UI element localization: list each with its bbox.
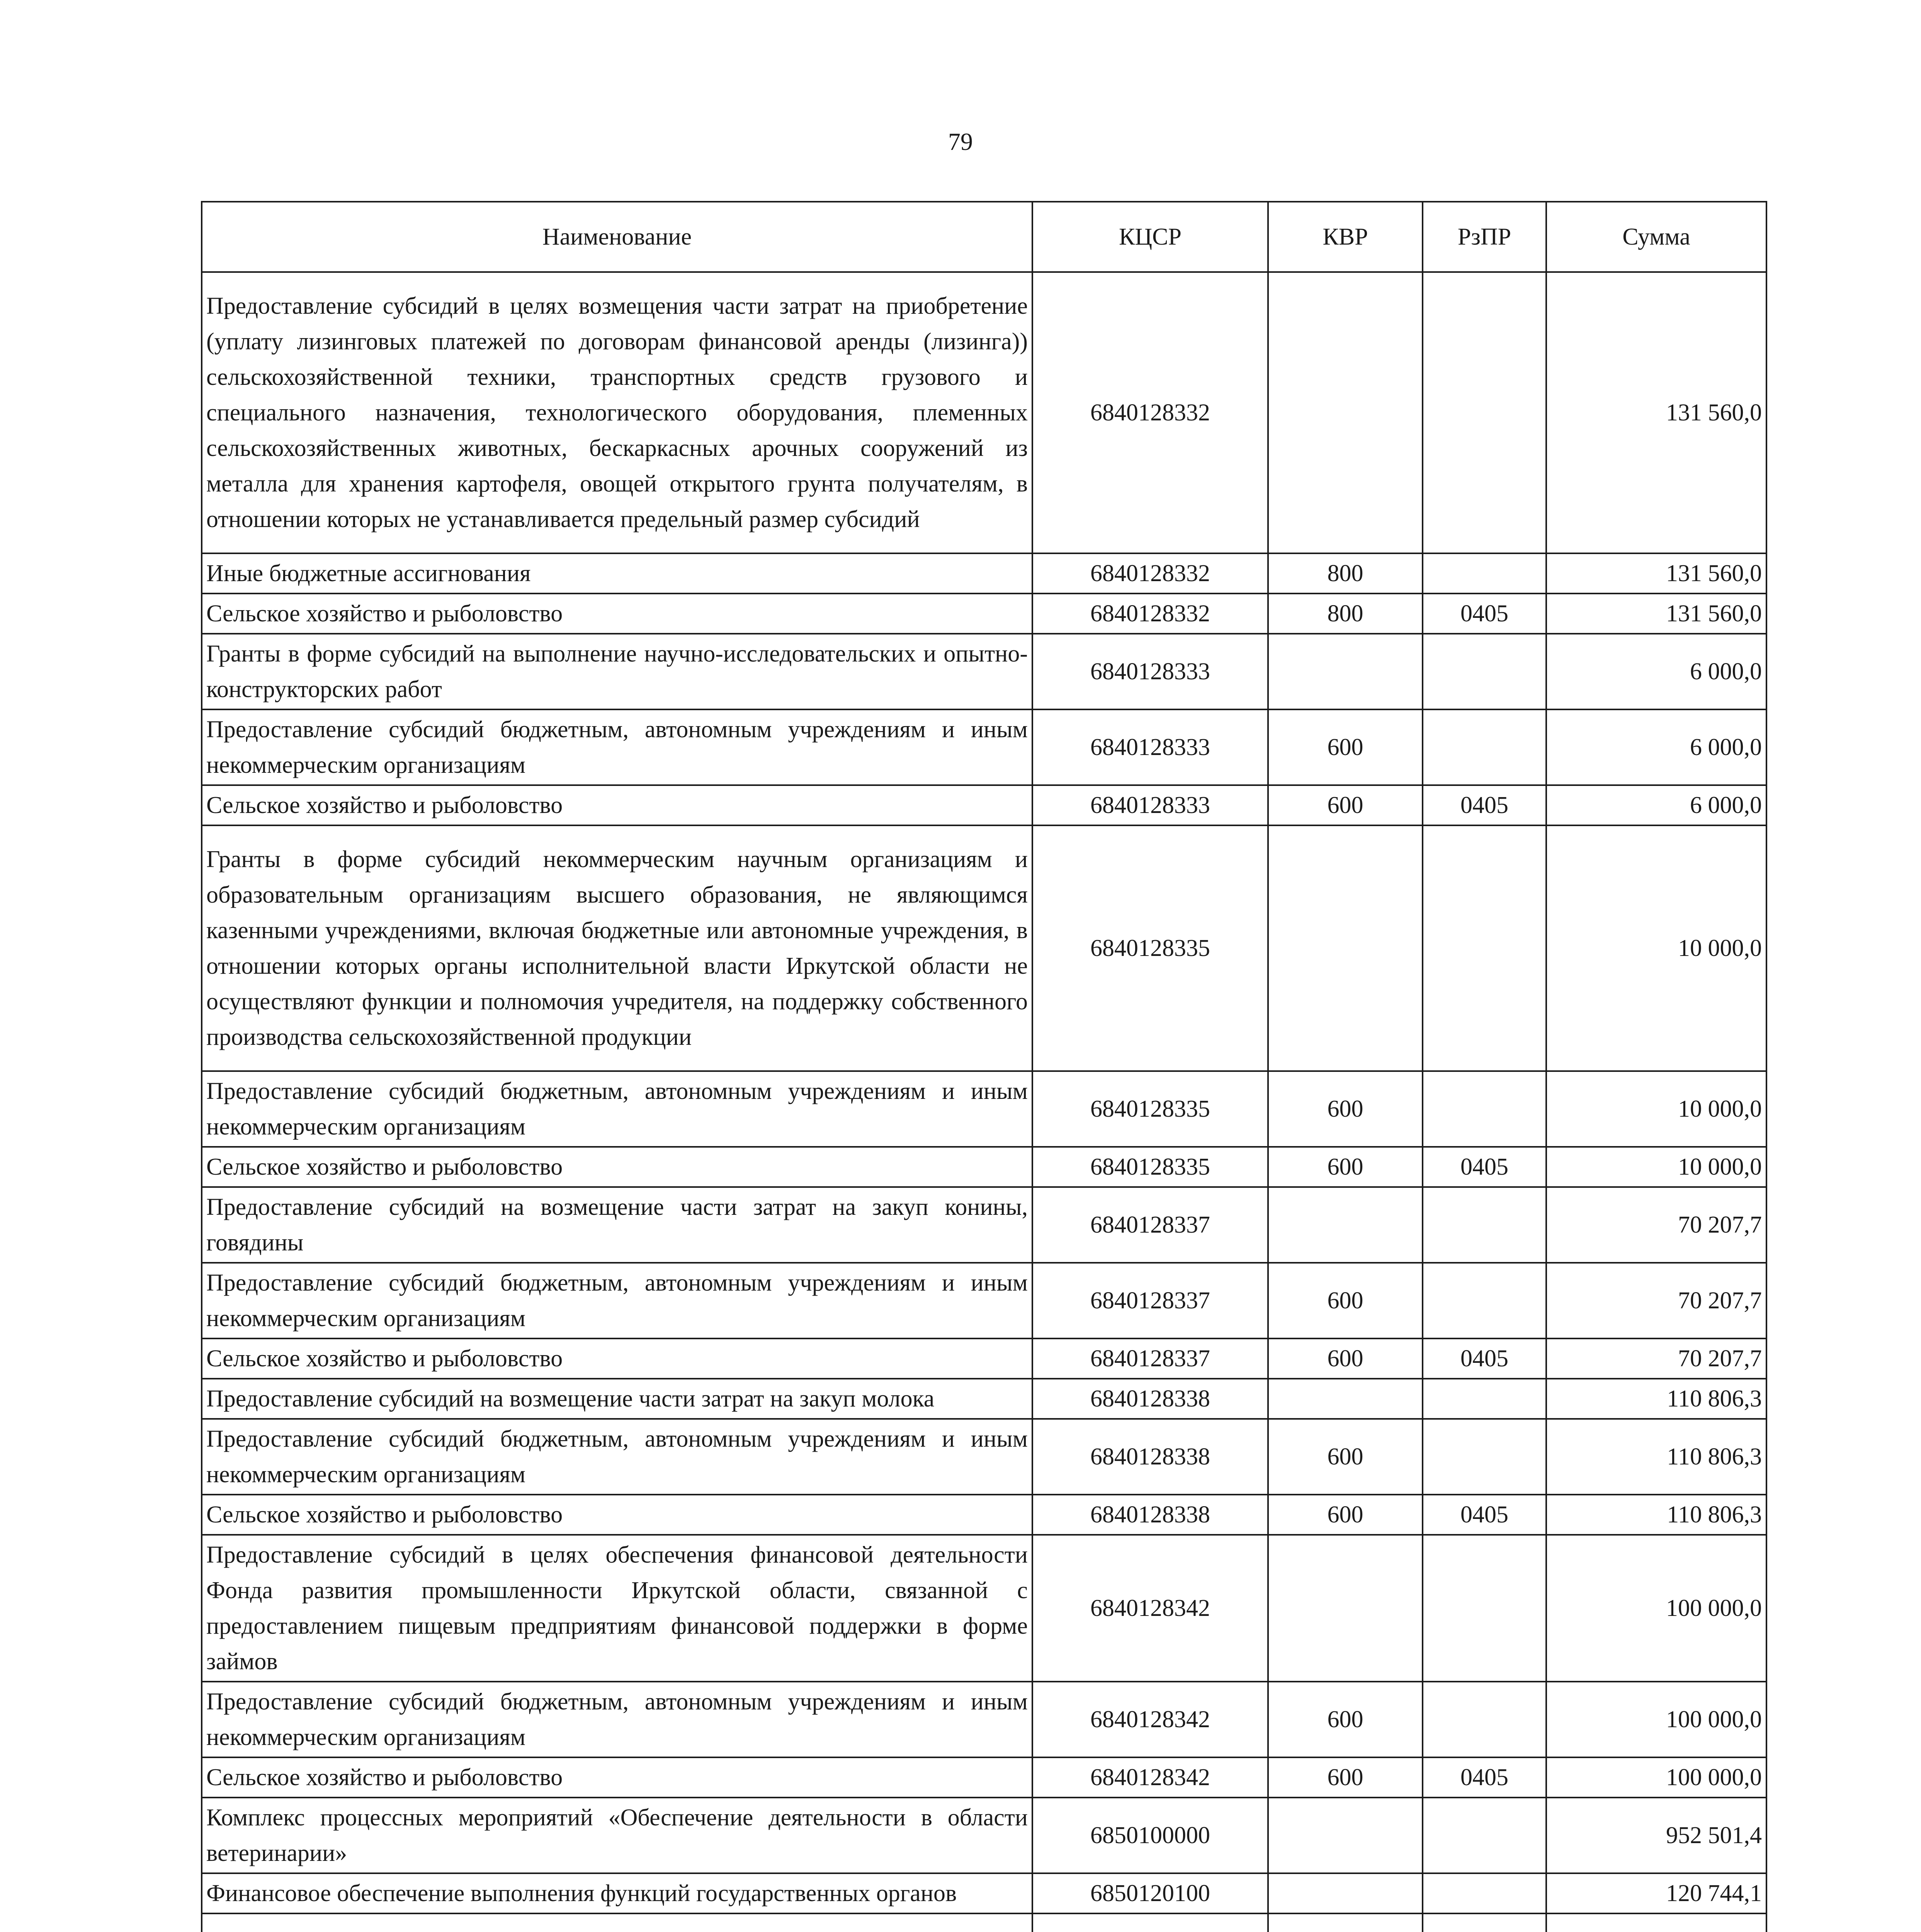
table-row <box>202 1147 1766 1187</box>
row-kvr-cell: 600 <box>1268 1757 1423 1798</box>
row-kvr-cell: 600 <box>1268 1338 1423 1379</box>
row-name-cell: Предоставление субсидий в целях возмещения части затрат на приобретение (уплату лизинговых платежей по договорам финансовой аренды (лизинга)) сельскохозяйственной техники, транспортных средств грузового и специального назначения, технологического оборудования, племенных сельскохозяйственных животных, бескаркасных арочных сооружений из металла для хранения картофеля, овощей открытого грунта получателям, в отношении которых не устанавливается предельный размер субсидий <box>202 272 1032 553</box>
row-rzpr-cell: 0405 <box>1423 1147 1546 1187</box>
row-rzpr-cell <box>1423 1263 1546 1338</box>
table-row <box>202 709 1766 785</box>
header-name: Наименование <box>202 202 1032 272</box>
row-kcsr-cell: 6850120100 <box>1032 1873 1268 1913</box>
row-name-cell: Предоставление субсидий бюджетным, автономным учреждениям и иным некоммерческим организациям <box>202 1682 1032 1757</box>
row-kcsr-cell: 6840128337 <box>1032 1263 1268 1338</box>
row-kvr-cell <box>1268 825 1423 1071</box>
row-name-cell: Гранты в форме субсидий на выполнение научно-исследовательских и опытно-конструкторских работ <box>202 634 1032 709</box>
row-rzpr-cell <box>1423 272 1546 553</box>
row-sum-cell: 100 000,0 <box>1546 1535 1766 1682</box>
row-sum-cell: 110 806,3 <box>1546 1419 1766 1495</box>
row-sum-cell: 6 000,0 <box>1546 785 1766 825</box>
table-row <box>202 272 1766 553</box>
row-kcsr-cell: 6840128338 <box>1032 1419 1268 1495</box>
row-sum-cell: 10 000,0 <box>1546 1071 1766 1147</box>
row-rzpr-cell: 0405 <box>1423 594 1546 634</box>
row-kcsr-cell <box>1032 1913 1268 1932</box>
row-kcsr-cell: 6840128342 <box>1032 1682 1268 1757</box>
row-rzpr-cell <box>1423 1419 1546 1495</box>
row-rzpr-cell <box>1423 1798 1546 1873</box>
table-row <box>202 1338 1766 1379</box>
row-kcsr-cell: 6840128342 <box>1032 1757 1268 1798</box>
row-sum-cell: 131 560,0 <box>1546 553 1766 594</box>
row-sum-cell: 6 000,0 <box>1546 634 1766 709</box>
row-kvr-cell: 600 <box>1268 1263 1423 1338</box>
row-kvr-cell: 600 <box>1268 1071 1423 1147</box>
row-name-cell: Сельское хозяйство и рыболовство <box>202 1147 1032 1187</box>
header-kcsr: КЦСР <box>1032 202 1268 272</box>
row-name-cell: Предоставление субсидий бюджетным, автономным учреждениям и иным некоммерческим организациям <box>202 1263 1032 1338</box>
row-name-cell: Гранты в форме субсидий некоммерческим научным организациям и образовательным организациям высшего образования, не являющимся казенными учреждениями, включая бюджетные или автономные учреждения, в отношении которых органы исполнительной власти Иркутской области не осуществляют функции и полномочия учредителя, на поддержку собственного производства сельскохозяйственной продукции <box>202 825 1032 1071</box>
row-sum-cell: 952 501,4 <box>1546 1798 1766 1873</box>
table-row <box>202 594 1766 634</box>
row-name-cell: Предоставление субсидий бюджетным, автономным учреждениям и иным некоммерческим организациям <box>202 1419 1032 1495</box>
row-sum-cell: 100 000,0 <box>1546 1757 1766 1798</box>
row-kcsr-cell: 6840128332 <box>1032 553 1268 594</box>
row-kcsr-cell: 6840128335 <box>1032 1071 1268 1147</box>
row-sum-cell: 10 000,0 <box>1546 1147 1766 1187</box>
row-rzpr-cell <box>1423 1682 1546 1757</box>
row-rzpr-cell <box>1423 1913 1546 1932</box>
table-row <box>202 1798 1766 1873</box>
table-row <box>202 785 1766 825</box>
row-kvr-cell <box>1268 1913 1423 1932</box>
row-kcsr-cell: 6840128333 <box>1032 634 1268 709</box>
table-row <box>202 1495 1766 1535</box>
row-sum-cell: 6 000,0 <box>1546 709 1766 785</box>
row-rzpr-cell: 0405 <box>1423 1338 1546 1379</box>
row-kcsr-cell: 6840128332 <box>1032 594 1268 634</box>
row-kvr-cell: 600 <box>1268 709 1423 785</box>
row-kvr-cell: 600 <box>1268 785 1423 825</box>
row-sum-cell: 70 207,7 <box>1546 1263 1766 1338</box>
row-sum-cell: 10 000,0 <box>1546 825 1766 1071</box>
table-row <box>202 1535 1766 1682</box>
row-kvr-cell: 600 <box>1268 1682 1423 1757</box>
row-rzpr-cell <box>1423 825 1546 1071</box>
header-sum: Сумма <box>1546 202 1766 272</box>
row-kvr-cell <box>1268 272 1423 553</box>
table-row <box>202 1873 1766 1913</box>
row-name-cell: Финансовое обеспечение выполнения функций государственных органов <box>202 1873 1032 1913</box>
row-name-cell: Предоставление субсидий бюджетным, автономным учреждениям и иным некоммерческим организациям <box>202 1071 1032 1147</box>
row-sum-cell: 70 207,7 <box>1546 1187 1766 1263</box>
table-row <box>202 1757 1766 1798</box>
row-name-cell: Предоставление субсидий на возмещение части затрат на закуп молока <box>202 1379 1032 1419</box>
table-row <box>202 1419 1766 1495</box>
row-kcsr-cell: 6840128335 <box>1032 1147 1268 1187</box>
table-row <box>202 553 1766 594</box>
row-name-cell: Предоставление субсидий в целях обеспечения финансовой деятельности Фонда развития промышленности Иркутской области, связанной с предоставлением пищевым предприятиям финансовой поддержки в форме займов <box>202 1535 1032 1682</box>
row-kvr-cell <box>1268 634 1423 709</box>
row-rzpr-cell <box>1423 1535 1546 1682</box>
row-sum-cell: 131 560,0 <box>1546 594 1766 634</box>
row-kvr-cell: 600 <box>1268 1495 1423 1535</box>
row-name-cell: Сельское хозяйство и рыболовство <box>202 785 1032 825</box>
row-name-cell: Комплекс процессных мероприятий «Обеспечение деятельности в области ветеринарии» <box>202 1798 1032 1873</box>
row-name-cell: Сельское хозяйство и рыболовство <box>202 1495 1032 1535</box>
table-row <box>202 1187 1766 1263</box>
row-name-cell: Сельское хозяйство и рыболовство <box>202 1757 1032 1798</box>
row-kcsr-cell: 6840128332 <box>1032 272 1268 553</box>
row-sum-cell: 100 000,0 <box>1546 1682 1766 1757</box>
row-sum-cell: 120 744,1 <box>1546 1873 1766 1913</box>
row-kvr-cell: 600 <box>1268 1419 1423 1495</box>
header-rzpr: РзПР <box>1423 202 1546 272</box>
row-name-cell: Предоставление субсидий на возмещение части затрат на закуп конины, говядины <box>202 1187 1032 1263</box>
row-kcsr-cell: 6840128338 <box>1032 1379 1268 1419</box>
table-row <box>202 634 1766 709</box>
row-rzpr-cell <box>1423 1187 1546 1263</box>
row-sum-cell: 131 560,0 <box>1546 272 1766 553</box>
row-rzpr-cell <box>1423 634 1546 709</box>
row-name-cell <box>202 1913 1032 1932</box>
row-kvr-cell <box>1268 1187 1423 1263</box>
row-kvr-cell <box>1268 1535 1423 1682</box>
row-rzpr-cell: 0405 <box>1423 1757 1546 1798</box>
row-kcsr-cell: 6850100000 <box>1032 1798 1268 1873</box>
table-row <box>202 1071 1766 1147</box>
row-kcsr-cell: 6840128333 <box>1032 709 1268 785</box>
row-kvr-cell: 800 <box>1268 594 1423 634</box>
table-row <box>202 1263 1766 1338</box>
table-row <box>202 1379 1766 1419</box>
row-kcsr-cell: 6840128333 <box>1032 785 1268 825</box>
row-rzpr-cell <box>1423 1873 1546 1913</box>
row-kvr-cell <box>1268 1798 1423 1873</box>
row-kvr-cell: 600 <box>1268 1147 1423 1187</box>
table-row <box>202 1682 1766 1757</box>
row-rzpr-cell: 0405 <box>1423 785 1546 825</box>
table-row <box>202 825 1766 1071</box>
row-sum-cell: 70 207,7 <box>1546 1338 1766 1379</box>
row-name-cell: Иные бюджетные ассигнования <box>202 553 1032 594</box>
row-rzpr-cell <box>1423 1071 1546 1147</box>
row-rzpr-cell: 0405 <box>1423 1495 1546 1535</box>
budget-table <box>201 201 1767 1932</box>
row-kvr-cell <box>1268 1379 1423 1419</box>
row-kcsr-cell: 6840128337 <box>1032 1187 1268 1263</box>
row-rzpr-cell <box>1423 1379 1546 1419</box>
row-sum-cell: 110 806,3 <box>1546 1379 1766 1419</box>
row-kvr-cell <box>1268 1873 1423 1913</box>
row-name-cell: Сельское хозяйство и рыболовство <box>202 1338 1032 1379</box>
row-kcsr-cell: 6840128342 <box>1032 1535 1268 1682</box>
header-kvr: КВР <box>1268 202 1423 272</box>
table-row <box>202 1913 1766 1932</box>
row-name-cell: Сельское хозяйство и рыболовство <box>202 594 1032 634</box>
row-kvr-cell: 800 <box>1268 553 1423 594</box>
row-rzpr-cell <box>1423 553 1546 594</box>
row-sum-cell: 110 806,3 <box>1546 1495 1766 1535</box>
row-kcsr-cell: 6840128338 <box>1032 1495 1268 1535</box>
table-header-row <box>202 202 1766 272</box>
row-rzpr-cell <box>1423 709 1546 785</box>
page-number: 79 <box>948 128 973 155</box>
row-kcsr-cell: 6840128337 <box>1032 1338 1268 1379</box>
row-sum-cell <box>1546 1913 1766 1932</box>
row-kcsr-cell: 6840128335 <box>1032 825 1268 1071</box>
row-name-cell: Предоставление субсидий бюджетным, автономным учреждениям и иным некоммерческим организациям <box>202 709 1032 785</box>
